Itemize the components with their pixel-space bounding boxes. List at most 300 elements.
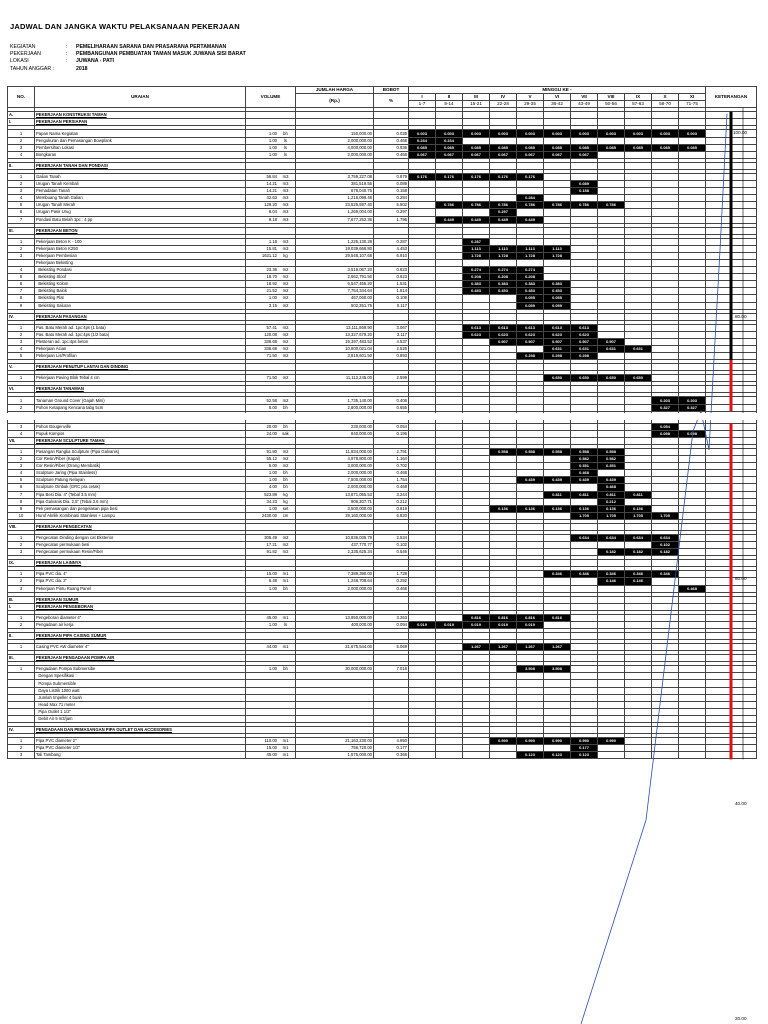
table-row bbox=[8, 549, 757, 556]
progress-bar: 0.346 bbox=[625, 571, 652, 578]
item-price: 19,039,666.80 bbox=[296, 245, 374, 252]
empty-cell bbox=[374, 227, 409, 234]
progress-bar: 0.907 bbox=[598, 338, 625, 345]
empty-cell bbox=[436, 603, 463, 610]
empty-cell bbox=[679, 195, 706, 202]
empty-cell bbox=[490, 353, 517, 360]
item-weight: 0.284 bbox=[374, 195, 409, 202]
section-row bbox=[8, 560, 757, 567]
item-volume bbox=[246, 680, 296, 687]
section-title: PEKERJAAN SUMUR bbox=[35, 596, 246, 603]
table-row bbox=[8, 195, 757, 202]
empty-cell bbox=[436, 666, 463, 673]
item-name: Pengecatan permukaan Resin/Fiber bbox=[35, 549, 246, 556]
item-number: 1 bbox=[8, 130, 35, 137]
table-row bbox=[8, 202, 757, 209]
day-range: 29-35 bbox=[517, 101, 544, 108]
item-name: Daya Listrik 1000 watt bbox=[35, 687, 246, 694]
item-volume bbox=[246, 430, 296, 437]
item-number: 8 bbox=[8, 498, 35, 505]
empty-cell bbox=[544, 596, 571, 603]
empty-cell bbox=[652, 119, 679, 126]
empty-cell bbox=[625, 585, 652, 592]
empty-cell bbox=[679, 346, 706, 353]
empty-cell bbox=[517, 430, 544, 437]
volume-unit: bh bbox=[283, 477, 288, 483]
empty-cell bbox=[544, 621, 571, 628]
progress-bar: 0.003 bbox=[598, 130, 625, 137]
item-price: 3,759,227.08 bbox=[296, 173, 374, 180]
keterangan-cell bbox=[706, 505, 757, 512]
empty-cell bbox=[436, 614, 463, 621]
volume-unit: bh bbox=[283, 470, 288, 476]
table-row bbox=[8, 738, 757, 745]
item-price bbox=[296, 680, 374, 687]
section-row bbox=[8, 437, 757, 444]
table-row bbox=[8, 701, 757, 708]
empty-cell bbox=[463, 137, 490, 144]
empty-cell bbox=[436, 252, 463, 259]
empty-cell bbox=[625, 484, 652, 491]
item-weight: 1.728 bbox=[374, 571, 409, 578]
progress-bar: 0.990 bbox=[598, 738, 625, 745]
empty-cell bbox=[571, 644, 598, 651]
item-name: Pengadaan air kerja bbox=[35, 621, 246, 628]
empty-cell bbox=[652, 738, 679, 745]
empty-cell bbox=[436, 560, 463, 567]
empty-cell bbox=[517, 484, 544, 491]
empty-cell bbox=[652, 694, 679, 701]
item-price bbox=[296, 708, 374, 715]
volume-value: 45.00 bbox=[266, 614, 277, 620]
empty-cell bbox=[544, 119, 571, 126]
volume-value: 1.00 bbox=[268, 477, 277, 483]
item-volume bbox=[246, 274, 296, 281]
empty-cell bbox=[598, 324, 625, 331]
empty-cell bbox=[598, 313, 625, 320]
item-name: Dengan Spesifikasi : bbox=[35, 673, 246, 680]
volume-unit: m2 bbox=[282, 267, 289, 273]
volume-value: 1.00 bbox=[268, 144, 277, 150]
empty-cell bbox=[652, 238, 679, 245]
item-volume bbox=[246, 338, 296, 345]
item-number: 3 bbox=[8, 423, 35, 430]
item-weight: 0.158 bbox=[374, 188, 409, 195]
empty-cell bbox=[544, 404, 571, 411]
volume-value: 55.12 bbox=[266, 456, 277, 462]
empty-cell bbox=[706, 633, 757, 640]
empty-cell bbox=[490, 386, 517, 393]
empty-cell bbox=[463, 585, 490, 592]
item-volume bbox=[246, 188, 296, 195]
progress-bar: 0.811 bbox=[625, 491, 652, 498]
item-price: 13,871,055.53 bbox=[296, 491, 374, 498]
volume-unit: m2 bbox=[282, 338, 289, 344]
volume-value: 1.00 bbox=[268, 151, 277, 157]
volume-unit: m3 bbox=[282, 173, 289, 179]
empty-cell bbox=[679, 188, 706, 195]
empty-cell bbox=[517, 137, 544, 144]
item-volume bbox=[246, 534, 296, 541]
item-name: Urugan Tanah Merah bbox=[35, 202, 246, 209]
item-number: 6 bbox=[8, 281, 35, 288]
item-volume bbox=[246, 470, 296, 477]
volume-unit: m3 bbox=[282, 188, 289, 194]
keterangan-cell bbox=[706, 456, 757, 463]
item-weight: 0.102 bbox=[374, 542, 409, 549]
empty-cell bbox=[679, 119, 706, 126]
progress-bar: 0.089 bbox=[571, 181, 598, 188]
item-number: 1 bbox=[8, 375, 35, 382]
empty-cell bbox=[598, 397, 625, 404]
item-name: Pengecatan permukaan besi bbox=[35, 542, 246, 549]
empty-cell bbox=[544, 181, 571, 188]
empty-cell bbox=[625, 437, 652, 444]
keterangan-cell bbox=[706, 745, 757, 752]
progress-bar: 0.816 bbox=[517, 614, 544, 621]
empty-cell bbox=[706, 560, 757, 567]
item-number: 3 bbox=[8, 463, 35, 470]
empty-cell bbox=[463, 375, 490, 382]
item-weight: 0.468 bbox=[374, 484, 409, 491]
item-number: 4 bbox=[8, 470, 35, 477]
volume-value: 1.00 bbox=[268, 295, 277, 301]
item-weight: 0.292 bbox=[374, 578, 409, 585]
progress-bar: 0.623 bbox=[463, 331, 490, 338]
item-price: 150,000.00 bbox=[296, 130, 374, 137]
meta-value: PEMELIHARAAN SARANA DAN PRASARANA PERTAMANAN bbox=[76, 44, 227, 50]
item-weight: 0.297 bbox=[374, 209, 409, 216]
empty-cell bbox=[652, 448, 679, 455]
keterangan-cell bbox=[706, 245, 757, 252]
empty-cell bbox=[544, 137, 571, 144]
empty-cell bbox=[571, 549, 598, 556]
item-volume bbox=[246, 202, 296, 209]
empty-cell bbox=[490, 585, 517, 592]
empty-cell bbox=[598, 701, 625, 708]
volume-value: 17.21 bbox=[266, 542, 277, 548]
empty-cell bbox=[679, 386, 706, 393]
empty-cell bbox=[598, 542, 625, 549]
keterangan-cell bbox=[706, 181, 757, 188]
empty-cell bbox=[490, 578, 517, 585]
empty-cell bbox=[625, 353, 652, 360]
empty-cell bbox=[409, 470, 436, 477]
empty-cell bbox=[598, 673, 625, 680]
empty-cell bbox=[625, 151, 652, 158]
empty-cell bbox=[544, 162, 571, 169]
empty-cell bbox=[571, 397, 598, 404]
item-volume bbox=[246, 498, 296, 505]
empty-cell bbox=[571, 423, 598, 430]
empty-cell bbox=[571, 302, 598, 309]
empty-cell bbox=[679, 267, 706, 274]
progress-bar: 0.623 bbox=[517, 331, 544, 338]
item-price: 400,000.00 bbox=[296, 621, 374, 628]
table-row bbox=[8, 137, 757, 144]
progress-bar: 0.453 bbox=[544, 288, 571, 295]
empty-cell bbox=[544, 437, 571, 444]
table-row bbox=[8, 295, 757, 302]
empty-cell bbox=[679, 245, 706, 252]
empty-cell bbox=[598, 302, 625, 309]
item-weight: 1.531 bbox=[374, 281, 409, 288]
progress-bar: 0.067 bbox=[409, 151, 436, 158]
empty-cell bbox=[296, 313, 374, 320]
volume-value: 5.00 bbox=[268, 463, 277, 469]
empty-cell bbox=[571, 680, 598, 687]
empty-cell bbox=[374, 119, 409, 126]
item-volume bbox=[246, 295, 296, 302]
progress-bar: 0.003 bbox=[463, 130, 490, 137]
empty-cell bbox=[652, 603, 679, 610]
empty-cell bbox=[706, 603, 757, 610]
empty-cell bbox=[436, 708, 463, 715]
empty-cell bbox=[517, 209, 544, 216]
progress-bar: 0.067 bbox=[544, 151, 571, 158]
empty-cell bbox=[652, 673, 679, 680]
keterangan-cell bbox=[706, 644, 757, 651]
empty-cell bbox=[706, 523, 757, 530]
empty-cell bbox=[436, 375, 463, 382]
progress-bar: 1.705 bbox=[625, 512, 652, 519]
item-volume bbox=[246, 144, 296, 151]
empty-cell bbox=[374, 596, 409, 603]
empty-cell bbox=[436, 267, 463, 274]
meta-sep: : bbox=[66, 58, 68, 65]
empty-cell bbox=[409, 227, 436, 234]
item-price: 502,351.75 bbox=[296, 302, 374, 309]
volume-value: 110.00 bbox=[264, 738, 277, 744]
item-volume bbox=[246, 708, 296, 715]
empty-cell bbox=[463, 259, 490, 266]
empty-cell bbox=[490, 112, 517, 119]
empty-cell bbox=[409, 738, 436, 745]
meta-row bbox=[10, 66, 246, 73]
empty-cell bbox=[598, 288, 625, 295]
empty-cell bbox=[409, 119, 436, 126]
empty-cell bbox=[598, 430, 625, 437]
item-volume bbox=[246, 331, 296, 338]
item-price: 467,060.00 bbox=[296, 295, 374, 302]
item-number: 2 bbox=[8, 578, 35, 585]
item-weight: 0.089 bbox=[374, 181, 409, 188]
table-row bbox=[8, 238, 757, 245]
item-weight: 0.196 bbox=[374, 430, 409, 437]
progress-bar: 0.098 bbox=[679, 430, 706, 437]
item-number: 4 bbox=[8, 151, 35, 158]
empty-cell bbox=[436, 112, 463, 119]
item-price bbox=[296, 259, 374, 266]
empty-cell bbox=[490, 119, 517, 126]
section-title: PEKERJAAN LAINNYA bbox=[35, 560, 246, 567]
empty-cell bbox=[517, 694, 544, 701]
progress-bar: 0.212 bbox=[598, 498, 625, 505]
empty-cell bbox=[436, 687, 463, 694]
table-row bbox=[8, 281, 757, 288]
volume-unit: m2 bbox=[282, 324, 289, 330]
progress-bar: 0.085 bbox=[571, 144, 598, 151]
empty-cell bbox=[409, 603, 436, 610]
empty-cell bbox=[679, 687, 706, 694]
empty-cell bbox=[436, 119, 463, 126]
volume-value: 6.04 bbox=[268, 209, 277, 215]
progress-bar: 0.019 bbox=[490, 621, 517, 628]
empty-cell bbox=[436, 491, 463, 498]
item-weight: 0.035 bbox=[374, 130, 409, 137]
empty-cell bbox=[436, 571, 463, 578]
progress-bar: 1.113 bbox=[490, 245, 517, 252]
item-weight: 0.109 bbox=[374, 295, 409, 302]
week-label: $\overline{XI}$ bbox=[679, 94, 706, 101]
progress-bar: 0.786 bbox=[490, 202, 517, 209]
item-weight bbox=[374, 708, 409, 715]
item-number: 8 bbox=[8, 295, 35, 302]
empty-cell bbox=[598, 727, 625, 734]
empty-cell bbox=[652, 633, 679, 640]
item-price: 1,269,004.00 bbox=[296, 209, 374, 216]
empty-cell bbox=[598, 708, 625, 715]
empty-cell bbox=[463, 295, 490, 302]
empty-cell bbox=[436, 386, 463, 393]
empty-cell bbox=[544, 673, 571, 680]
progress-bar: 0.003 bbox=[436, 130, 463, 137]
empty-cell bbox=[598, 694, 625, 701]
empty-cell bbox=[625, 302, 652, 309]
empty-cell bbox=[679, 491, 706, 498]
item-number: 3 bbox=[8, 752, 35, 759]
empty-cell bbox=[517, 364, 544, 371]
section-number: I. bbox=[8, 119, 35, 126]
volume-unit: ls bbox=[283, 151, 288, 157]
empty-cell bbox=[679, 596, 706, 603]
empty-cell bbox=[517, 423, 544, 430]
empty-cell bbox=[544, 727, 571, 734]
empty-cell bbox=[571, 274, 598, 281]
item-name: Pasangan Rangka Sculpture (Pipa Galvanis) bbox=[35, 448, 246, 455]
empty-cell bbox=[490, 745, 517, 752]
empty-cell bbox=[463, 119, 490, 126]
item-name: Pekerjaan Beton K250 bbox=[35, 245, 246, 252]
keterangan-cell bbox=[706, 673, 757, 680]
empty-cell bbox=[296, 523, 374, 530]
volume-unit: ls bbox=[283, 144, 288, 150]
item-weight: 1.796 bbox=[374, 216, 409, 223]
meta-key: TAHUN ANGGAR : bbox=[10, 65, 55, 72]
section-title: PEKERJAAN PIPA CASING SUMUR bbox=[35, 633, 246, 640]
empty-cell bbox=[463, 112, 490, 119]
table-row bbox=[8, 267, 757, 274]
empty-cell bbox=[246, 364, 296, 371]
empty-cell bbox=[463, 491, 490, 498]
empty-cell bbox=[652, 491, 679, 498]
item-volume bbox=[246, 491, 296, 498]
volume-unit: bh bbox=[283, 484, 288, 490]
item-volume bbox=[246, 302, 296, 309]
empty-cell bbox=[652, 295, 679, 302]
empty-cell bbox=[463, 523, 490, 530]
item-name: Papan Nama Kegiatan bbox=[35, 130, 246, 137]
empty-cell bbox=[409, 498, 436, 505]
table-row bbox=[8, 245, 757, 252]
empty-cell bbox=[598, 666, 625, 673]
item-weight: 0.819 bbox=[374, 505, 409, 512]
item-price: 7,389,390.00 bbox=[296, 571, 374, 578]
empty-cell bbox=[544, 195, 571, 202]
empty-cell bbox=[679, 313, 706, 320]
progress-bar: 0.449 bbox=[436, 216, 463, 223]
empty-cell bbox=[517, 470, 544, 477]
empty-cell bbox=[652, 245, 679, 252]
item-price: 3,500,000.00 bbox=[296, 505, 374, 512]
table-row bbox=[8, 404, 757, 411]
empty-cell bbox=[544, 745, 571, 752]
section-number: VI. bbox=[8, 386, 35, 393]
empty-cell bbox=[571, 386, 598, 393]
empty-cell bbox=[517, 181, 544, 188]
volume-value: 1.00 bbox=[268, 137, 277, 143]
empty-cell bbox=[544, 549, 571, 556]
item-price: 381,519.55 bbox=[296, 181, 374, 188]
volume-unit: m3 bbox=[282, 202, 289, 208]
empty-cell bbox=[625, 752, 652, 759]
item-name: Pengeboran diameter 4" bbox=[35, 614, 246, 621]
keterangan-cell bbox=[706, 346, 757, 353]
item-volume bbox=[246, 375, 296, 382]
table-row bbox=[8, 181, 757, 188]
empty-cell bbox=[436, 701, 463, 708]
item-volume bbox=[246, 745, 296, 752]
item-number: 6 bbox=[8, 484, 35, 491]
empty-cell bbox=[598, 423, 625, 430]
empty-cell bbox=[409, 331, 436, 338]
item-number: 4 bbox=[8, 430, 35, 437]
volume-unit: m2 bbox=[282, 448, 289, 454]
empty-cell bbox=[436, 437, 463, 444]
item-number: 2 bbox=[8, 542, 35, 549]
keterangan-cell bbox=[706, 281, 757, 288]
empty-cell bbox=[571, 252, 598, 259]
empty-cell bbox=[571, 585, 598, 592]
item-name: Pondasi Batu Belah 1pc : 4 pp bbox=[35, 216, 246, 223]
keterangan-cell bbox=[706, 448, 757, 455]
empty-cell bbox=[571, 614, 598, 621]
item-weight: 2.534 bbox=[374, 534, 409, 541]
keterangan-cell bbox=[706, 738, 757, 745]
empty-cell bbox=[679, 523, 706, 530]
progress-bar: 0.059 bbox=[517, 302, 544, 309]
empty-cell bbox=[598, 364, 625, 371]
empty-cell bbox=[463, 560, 490, 567]
progress-bar: 0.067 bbox=[571, 151, 598, 158]
keterangan-cell bbox=[706, 491, 757, 498]
meta-row bbox=[10, 44, 246, 51]
empty-cell bbox=[679, 288, 706, 295]
progress-bar: 0.234 bbox=[409, 137, 436, 144]
empty-cell bbox=[246, 633, 296, 640]
item-volume bbox=[246, 621, 296, 628]
volume-unit: m2 bbox=[282, 274, 289, 280]
empty-cell bbox=[544, 708, 571, 715]
empty-cell bbox=[246, 727, 296, 734]
empty-cell bbox=[544, 386, 571, 393]
section-number: A. bbox=[8, 112, 35, 119]
section-number: IV. bbox=[8, 313, 35, 320]
empty-cell bbox=[652, 202, 679, 209]
progress-bar: 0.811 bbox=[571, 491, 598, 498]
item-name: Plesteran ad. 1pc:4ps beton bbox=[35, 338, 246, 345]
empty-cell bbox=[463, 181, 490, 188]
